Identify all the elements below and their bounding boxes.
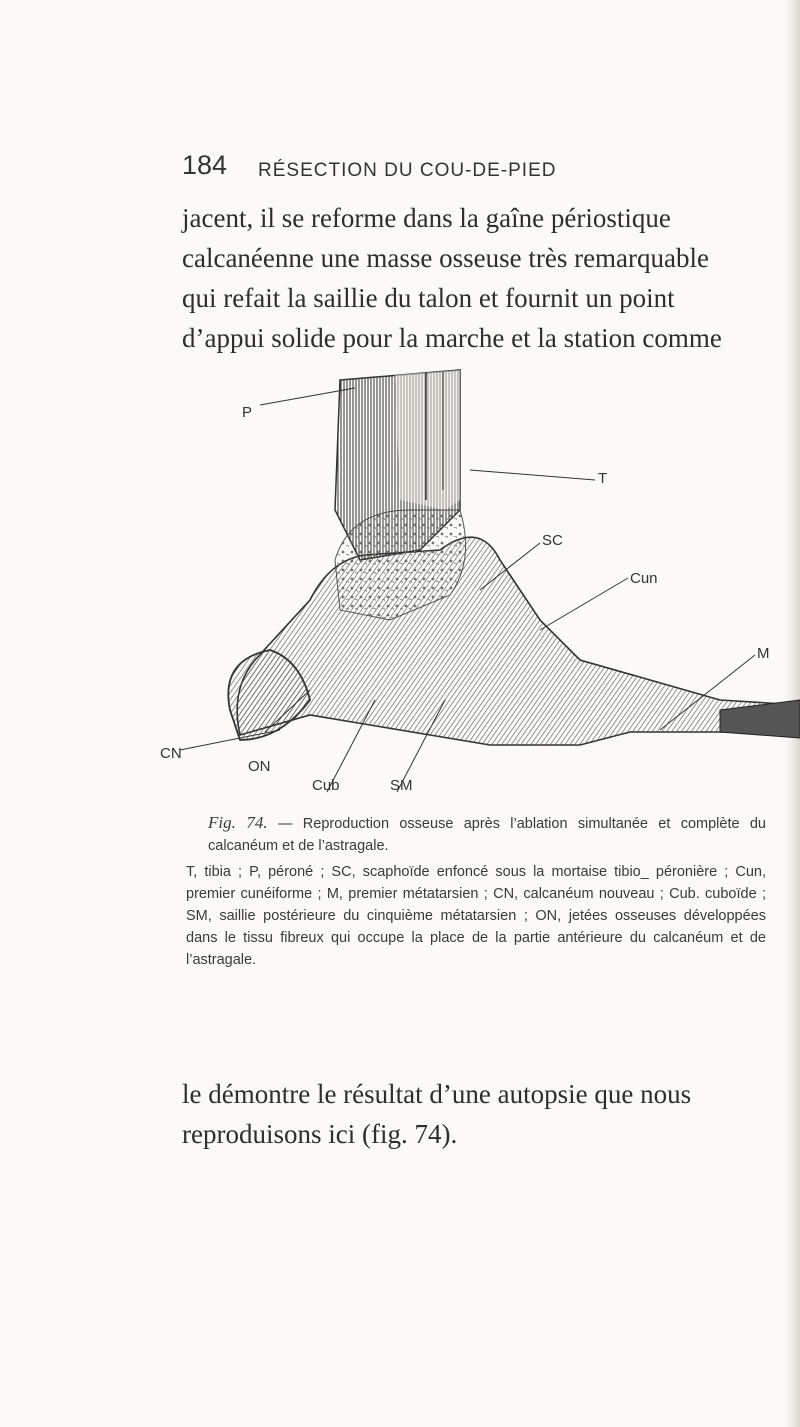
- label-cun: Cun: [630, 570, 658, 587]
- paragraph-1-line: calcanéenne une masse osseuse très remarquable: [182, 243, 710, 273]
- label-sm: SM: [390, 777, 413, 794]
- caption-legend: [186, 861, 766, 971]
- figure-caption: [186, 812, 766, 971]
- paragraph-1-line: jacent, il se reforme dans la gaîne périostique: [182, 203, 671, 233]
- paragraph-1-line: d’appui solide pour la marche et la station comme: [182, 323, 722, 353]
- label-cub: Cub: [312, 777, 340, 794]
- page-number: 184: [182, 150, 228, 180]
- paragraph-2-line: le démontre le résultat d’une autopsie que nous: [182, 1079, 692, 1109]
- foot-bone-illustration: [160, 360, 800, 800]
- paragraph-1-line: qui refait la saillie du talon et fournit un point: [182, 283, 675, 313]
- caption-title-text: — Reproduction osseuse après l’ablation simultanée et complète du calcanéum et de l’astragale.: [208, 816, 766, 854]
- caption-title: [186, 812, 766, 857]
- figure-74: [160, 360, 800, 800]
- foot-bone-mass: [237, 537, 800, 745]
- label-p: P: [242, 404, 253, 421]
- paragraph-2-line: reproduisons ici (fig. 74).: [182, 1119, 458, 1149]
- figure-number: Fig. 74.: [208, 813, 268, 832]
- paragraph-1: [182, 198, 772, 358]
- label-t: T: [598, 470, 608, 487]
- paragraph-2: [182, 1074, 772, 1154]
- caption-legend-text: T, tibia ; P, péroné ; SC, scaphoïde enfoncé sous la mortaise tibio_ péronière ; Cun, premier cunéiforme ; M, premier métatarsien ; CN, calcanéum nouveau ; Cub. cuboïde ; SM, saillie postérieure du cinquième métatarsien ; ON, jetées osseuses développées dans le tissu fibreux qui occupe la place de la partie antérieure du calcanéum et de l’astragale.: [186, 864, 766, 968]
- label-m: M: [757, 645, 770, 662]
- label-sc: SC: [542, 532, 563, 549]
- running-header: RÉSECTION DU COU-DE-PIED: [258, 160, 557, 181]
- label-on: ON: [248, 758, 271, 775]
- label-cn: CN: [160, 745, 182, 762]
